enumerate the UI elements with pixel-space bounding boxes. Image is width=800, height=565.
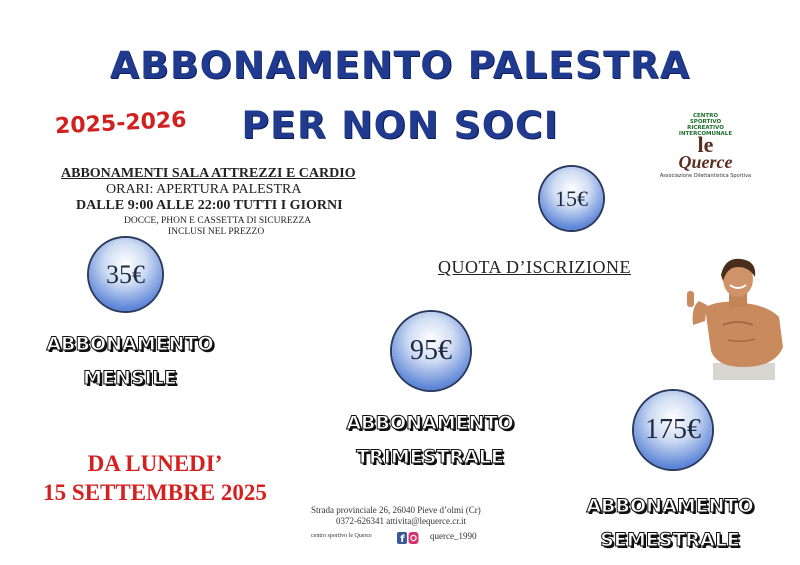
price-mensile-badge: 35€ — [89, 238, 162, 311]
plan-mensile-line2: MENSILE — [83, 367, 177, 389]
info-heading: ABBONAMENTI SALA ATTREZZI E CARDIO — [61, 166, 356, 181]
price-semestrale-badge: 175€ — [634, 391, 712, 469]
athlete-thumbs-up-image — [683, 255, 787, 380]
plan-trimestrale-line1: ABBONAMENTO — [346, 412, 514, 434]
instagram-icon — [409, 532, 419, 544]
start-date-line2: 15 SETTEMBRE 2025 — [43, 480, 267, 505]
plan-trimestrale-line2: TRIMESTRALE — [356, 446, 504, 468]
info-services-note: INCLUSI NEL PREZZO — [168, 227, 265, 237]
club-logo — [648, 113, 763, 188]
quota-label: QUOTA D’ISCRIZIONE — [438, 257, 632, 277]
club-name: centro sportivo le Querce — [311, 533, 372, 539]
logo-text-1: CENTRO — [692, 113, 719, 119]
logo-querce: Querce — [678, 152, 733, 172]
page-subtitle: PER NON SOCI — [241, 104, 559, 147]
plan-trimestrale — [330, 406, 530, 474]
info-hours: DALLE 9:00 ALLE 22:00 TUTTI I GIORNI — [76, 198, 343, 213]
logo-association: Associazione Dilettantistica Sportiva — [659, 173, 752, 179]
plan-mensile — [30, 327, 230, 395]
start-date — [35, 449, 275, 507]
social-handle: querce_1990 — [430, 531, 477, 541]
info-hours-label: ORARI: APERTURA PALESTRA — [106, 182, 302, 197]
plan-mensile-line1: ABBONAMENTO — [46, 333, 214, 355]
address-street: Strada provinciale 26, 26040 Pieve d’olmi (Cr) — [311, 505, 481, 515]
info-services: DOCCE, PHON E CASSETTA DI SICUREZZA — [124, 216, 312, 226]
plan-semestrale-line2: SEMESTRALE — [600, 529, 740, 551]
logo-text-2: SPORTIVO — [689, 119, 722, 125]
price-iscrizione-badge: 15€ — [540, 167, 603, 230]
logo-le: le — [697, 132, 714, 157]
page-title: ABBONAMENTO PALESTRA — [109, 44, 691, 87]
plan-semestrale-line1: ABBONAMENTO — [586, 495, 754, 517]
season-year: 2025-2026 — [54, 107, 188, 140]
logo-text-4: INTERCOMUNALE — [678, 131, 733, 137]
social-icons — [397, 531, 419, 545]
plan-semestrale — [570, 489, 770, 557]
logo-text-3: RICREATIVO — [687, 125, 724, 131]
price-trimestrale-badge: 95€ — [392, 312, 470, 390]
svg-text:f: f — [400, 534, 405, 545]
address-contact: 0372-626341 attivita@lequerce.cr.it — [336, 516, 466, 526]
start-date-line1: DA LUNEDI’ — [87, 451, 223, 476]
